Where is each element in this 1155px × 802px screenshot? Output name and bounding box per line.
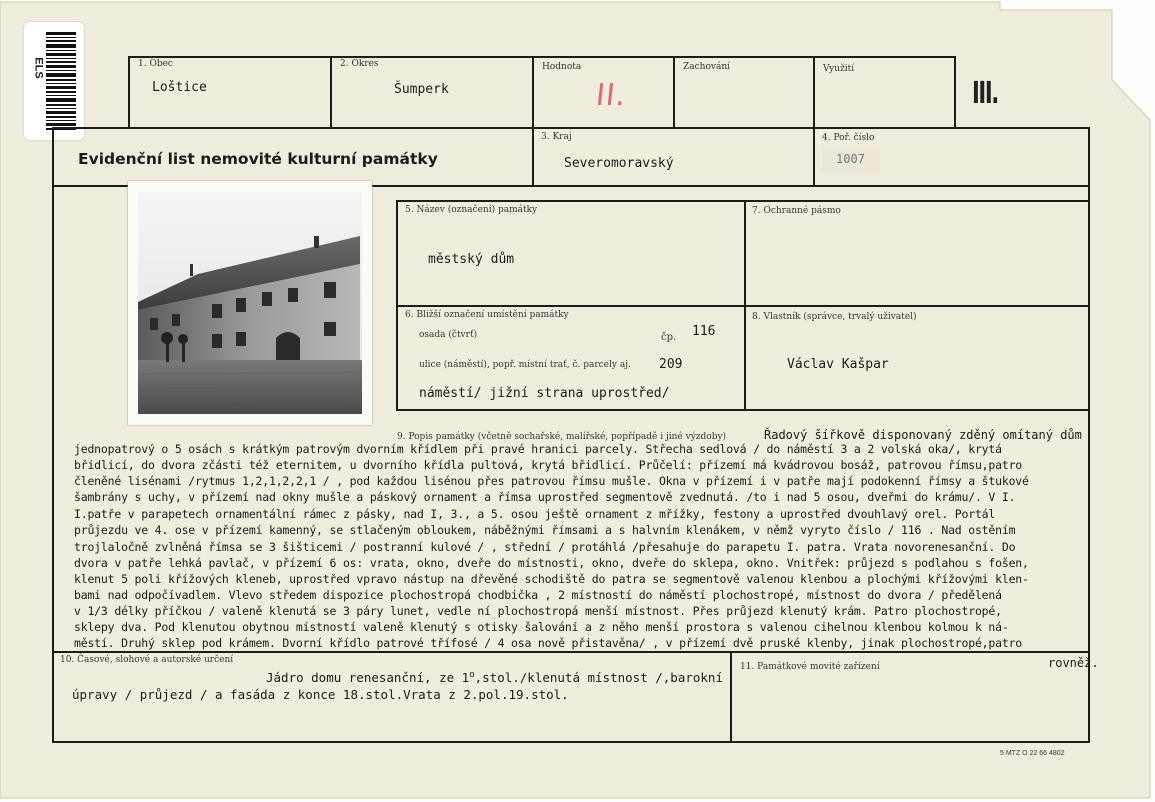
popis-line: bami nad odpočívadlem. Vlevo středem dispozice plochostropá chodbička , 2 místností do náměstí plochostropé, místnost do dvora / předělená bbox=[74, 588, 1002, 602]
umisteni-label: 6. Bližší označení umístění památky bbox=[405, 310, 569, 320]
casove-label: 10. Časové, slohové a autorské určení bbox=[60, 655, 234, 665]
grid-line bbox=[52, 651, 1090, 653]
grid-line bbox=[396, 409, 1090, 411]
popis-line: sklepy dva. Pod klenutou obytnou místností valeně klenutý s otisky šalování a z něho menší prostora s valenou cihelnou klenbou kolmou k ná- bbox=[74, 620, 1009, 634]
kraj-value: Severomoravský bbox=[564, 156, 674, 171]
grid-line bbox=[954, 56, 956, 128]
grid-line bbox=[128, 56, 130, 128]
popis-line: průjezdu ve 4. ose v přízemí kamenný, se stlačeným obloukem, náběžnými římsami a s halvním klenákem, v němž vyryto číslo / 116 . Nad ostěním bbox=[74, 523, 1016, 537]
grid-line bbox=[813, 56, 815, 186]
barcode-icon bbox=[46, 32, 76, 130]
popis-first-line: Řadový šířkově disponovaný zděný omítaný dům bbox=[764, 428, 1082, 442]
grid-line bbox=[730, 651, 732, 743]
grid-line bbox=[396, 200, 1090, 202]
ochranne-pasmo-label: 7. Ochranné pásmo bbox=[752, 206, 841, 216]
osada-label: osada (čtvrť) bbox=[419, 330, 478, 340]
cp-label: čp. bbox=[661, 332, 677, 343]
photo-image bbox=[138, 192, 362, 414]
okres-label: 2. Okres bbox=[340, 59, 379, 69]
por-cislo-label: 4. Poř. číslo bbox=[822, 133, 875, 143]
footer-code: 5 MTZ O 22 66 4802 bbox=[1000, 750, 1065, 757]
casove-line1-rest: ,stol./klenutá místnost /,barokní bbox=[474, 670, 723, 686]
zachovani-label: Zachování bbox=[683, 62, 730, 72]
popis-label: 9. Popis památky (včetně sochařské, malířské, popřípadě i jiné výzdoby) bbox=[397, 432, 727, 442]
vyuziti-label: Využití bbox=[823, 64, 855, 74]
casove-line1 bbox=[266, 670, 723, 685]
casove-superscript: o bbox=[469, 670, 475, 680]
nazev-label: 5. Název (označení) památky bbox=[405, 205, 538, 215]
vlastnik-value: Václav Kašpar bbox=[787, 357, 889, 372]
popis-last-word: rovněž. bbox=[1048, 656, 1099, 670]
popis-line: klenut 5 poli křížových klenеb, uprostřed vpravo nástup na dřevěné schodiště do patra se segmentově valenou klenbou a plochými křížovými klen- bbox=[74, 572, 1029, 586]
grid-line bbox=[330, 56, 332, 128]
ulice-label: ulice (náměstí), popř. místní trať, č. parcely aj. bbox=[419, 360, 631, 370]
popis-line: v 1/3 délky příčkou / valeně klenutá se 3 páry lunet, vedle ní plochostropá menší místnost. Přes průjezd klenutý krám. Patro plochostropé, bbox=[74, 604, 1002, 618]
barcode-label bbox=[24, 22, 84, 140]
popis-line: šambrány s uchy, v přízemí nad okny mušle a páskový ornament a římsa uprostřed segmentově zvednutá. /to i nad 5 osou, dveřmi do krámu/. V I. bbox=[74, 490, 1016, 504]
movita-label: 11. Památkové movité zařízení bbox=[740, 662, 880, 672]
grid-line bbox=[396, 305, 1090, 307]
grid-line bbox=[52, 741, 1090, 743]
popis-line: dvora v patře lehká pavlač, v přízemí 6 os: vrata, okno, dveře do místnosti, okno, dveře do sklepa, okno. Vnitřek: průjezd s podlahou s fošen, bbox=[74, 556, 1029, 570]
grid-line bbox=[128, 127, 1090, 129]
popis-line: trojlaločně zvlněná římsa se 3 šišticemi / postranní kulové / , střední / protáhlá /přesahuje do parapetu I. patra. Vrata novorenesanční. Do bbox=[74, 540, 1016, 554]
casove-line1-start: Jádro domu renesanční, ze 1 bbox=[266, 670, 470, 686]
obec-value: Loštice bbox=[152, 80, 207, 95]
hodnota-label: Hodnota bbox=[542, 62, 582, 72]
popis-line: jednopatrový o 5 osách s krátkým patrovým dvorním křídlem při pravé hranici parcely. Střecha sedlová / do náměstí 3 a 2 volská oka/, krytá bbox=[74, 442, 1002, 456]
building-photo bbox=[128, 181, 372, 425]
por-cislo-value: 1007 bbox=[836, 152, 865, 166]
obec-label: 1. Obec bbox=[138, 59, 173, 69]
grid-line bbox=[532, 56, 534, 186]
casove-line2: úpravy / průjezd / a fasáda z konce 18.stol.Vrata z 2.pol.19.stol. bbox=[72, 687, 569, 702]
popis-line: členěné lisénami /rytmus 1,2,1,2,2,1 / , pod každou lisénou přes patrovou římsu mušle. Okna v přízemí i v patře mají podokenní římsy a štukové bbox=[74, 474, 1029, 488]
cp-value: 116 bbox=[692, 324, 716, 339]
kraj-label: 3. Kraj bbox=[541, 132, 572, 142]
barcode-text: ELS bbox=[32, 57, 45, 79]
grid-line bbox=[52, 127, 132, 129]
nazev-value: městský dům bbox=[428, 252, 515, 267]
hodnota-value: II. bbox=[594, 78, 629, 113]
parcela-value: 209 bbox=[659, 357, 683, 372]
popis-line: městí. Druhý sklep pod krámem. Dvorní křídlo patrové třífosé / 4 osa nově přistavěna/ , v přízemí dvě pruské klenby, jinak plochostropé,patro bbox=[74, 636, 1023, 650]
popis-line: břidlicí, do dvora zčásti též eternitem, u dvorního křídla pultová, krytá břidlicí. Průčelí: přízemí má kvádrovou bosáž, patrovou římsu,patro bbox=[74, 458, 1023, 472]
category-mark: III. bbox=[972, 76, 998, 111]
popis-line: I.patře v parapetech ornamentální rámec z pásky, nad I, 3., a 5. osou ještě ornament z mřížky, festony a uprostřed dvouhlavý orel. Portál bbox=[74, 507, 996, 521]
grid-line bbox=[128, 56, 956, 58]
okres-value: Šumperk bbox=[394, 82, 449, 97]
adresa-value: náměstí/ jižní strana uprostřed/ bbox=[419, 386, 670, 401]
vlastnik-label: 8. Vlastník (správce, trvalý uživatel) bbox=[752, 312, 917, 322]
grid-line bbox=[673, 56, 675, 128]
page-title: Evidenční list nemovité kulturní památky bbox=[78, 150, 438, 168]
